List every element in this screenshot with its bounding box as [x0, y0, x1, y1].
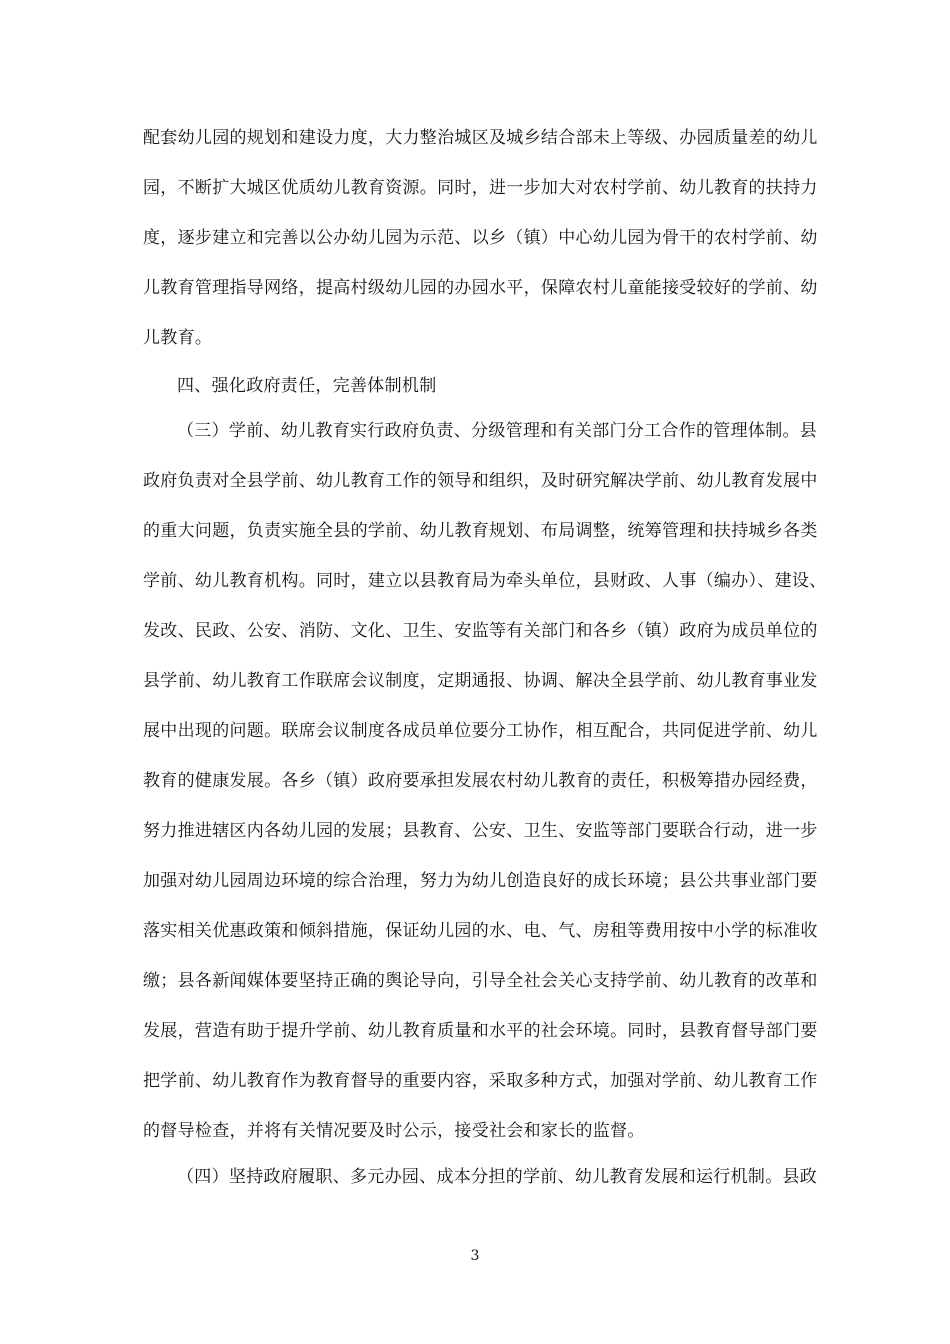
body-text-line: 政府负责对全县学前、幼儿教育工作的领导和组织，及时研究解决学前、幼儿教育发展中 — [143, 471, 818, 491]
body-text-line: 的督导检查，并将有关情况要及时公示，接受社会和家长的监督。 — [143, 1121, 645, 1141]
body-text-line: 努力推进辖区内各幼儿园的发展；县教育、公安、卫生、安监等部门要联合行动，进一步 — [143, 821, 818, 841]
body-text-line: 缴；县各新闻媒体要坚持正确的舆论导向，引导全社会关心支持学前、幼儿教育的改革和 — [143, 971, 818, 991]
body-text-line: 儿教育管理指导网络，提高村级幼儿园的办园水平，保障农村儿童能接受较好的学前、幼 — [143, 278, 818, 298]
body-text-line: 儿教育。 — [143, 328, 213, 348]
body-text-line: 县学前、幼儿教育工作联席会议制度，定期通报、协调、解决全县学前、幼儿教育事业发 — [143, 671, 818, 691]
body-text-line: 学前、幼儿教育机构。同时，建立以县教育局为牵头单位，县财政、人事（编办）、建设、 — [143, 571, 827, 591]
paragraph-first-line: （四）坚持政府履职、多元办园、成本分担的学前、幼儿教育发展和运行机制。县政 — [177, 1167, 818, 1187]
body-text-line: 园，不断扩大城区优质幼儿教育资源。同时，进一步加大对农村学前、幼儿教育的扶持力 — [143, 178, 818, 198]
body-text-line: 把学前、幼儿教育作为教育督导的重要内容，采取多种方式，加强对学前、幼儿教育工作 — [143, 1071, 818, 1091]
section-heading: 四、强化政府责任，完善体制机制 — [177, 376, 437, 396]
paragraph-first-line: （三）学前、幼儿教育实行政府负责、分级管理和有关部门分工合作的管理体制。县 — [177, 421, 818, 441]
body-text-line: 加强对幼儿园周边环境的综合治理，努力为幼儿创造良好的成长环境；县公共事业部门要 — [143, 871, 818, 891]
body-text-line: 教育的健康发展。各乡（镇）政府要承担发展农村幼儿教育的责任，积极筹措办园经费， — [143, 771, 818, 791]
body-text-line: 落实相关优惠政策和倾斜措施，保证幼儿园的水、电、气、房租等费用按中小学的标准收 — [143, 921, 818, 941]
body-text-line: 配套幼儿园的规划和建设力度，大力整治城区及城乡结合部未上等级、办园质量差的幼儿 — [143, 128, 818, 148]
page-number: 3 — [470, 1248, 480, 1264]
body-text-line: 展中出现的问题。联席会议制度各成员单位要分工协作，相互配合，共同促进学前、幼儿 — [143, 721, 818, 741]
body-text-line: 度，逐步建立和完善以公办幼儿园为示范、以乡（镇）中心幼儿园为骨干的农村学前、幼 — [143, 228, 818, 248]
body-text-line: 发改、民政、公安、消防、文化、卫生、安监等有关部门和各乡（镇）政府为成员单位的 — [143, 621, 818, 641]
body-text-line: 发展，营造有助于提升学前、幼儿教育质量和水平的社会环境。同时，县教育督导部门要 — [143, 1021, 818, 1041]
body-text-line: 的重大问题，负责实施全县的学前、幼儿教育规划、布局调整，统筹管理和扶持城乡各类 — [143, 521, 818, 541]
